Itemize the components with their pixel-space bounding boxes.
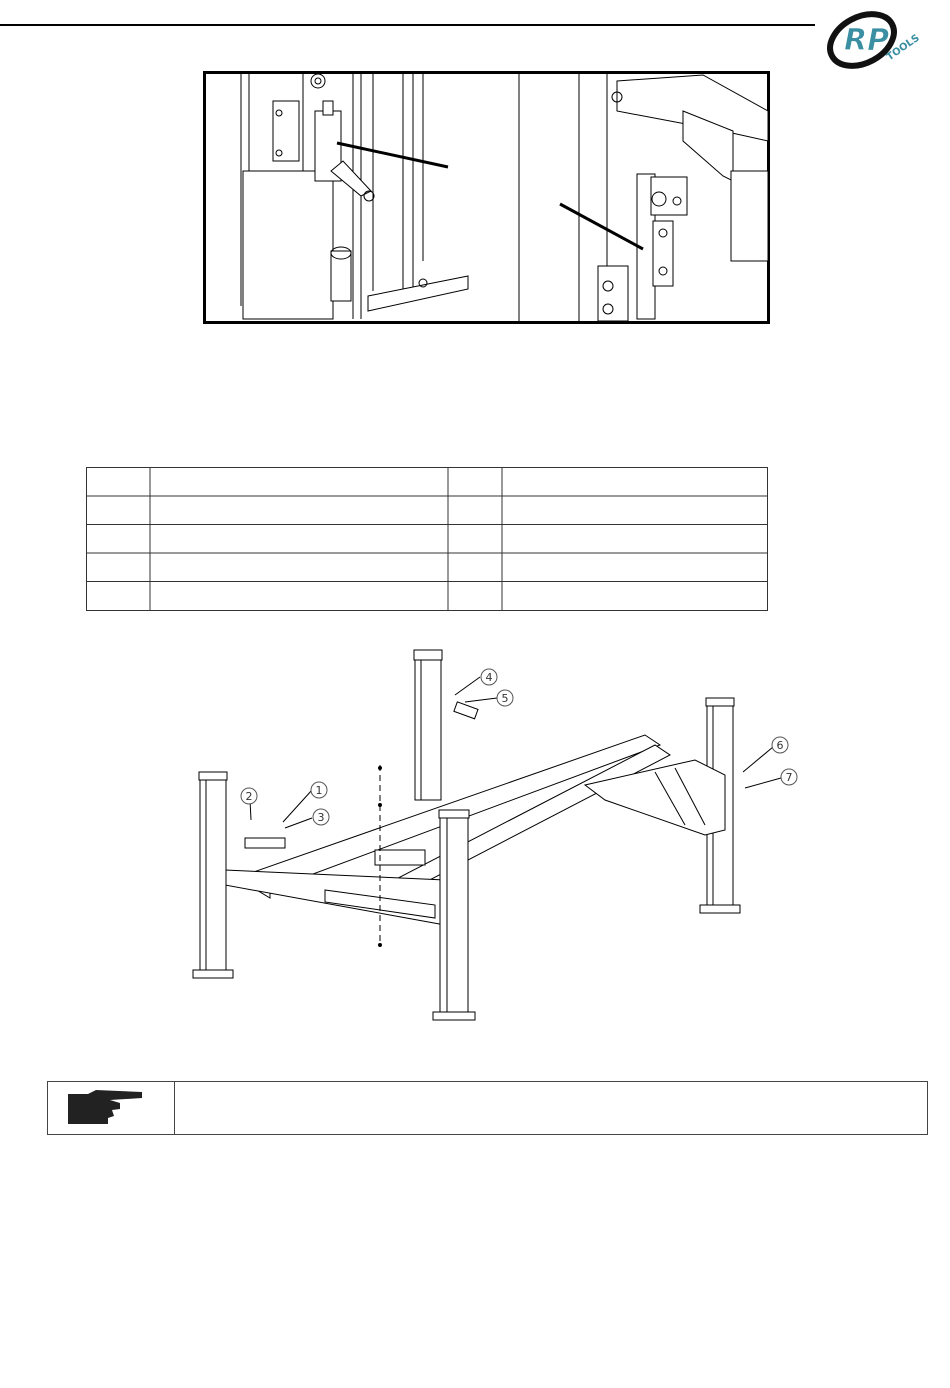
parts-table xyxy=(86,467,768,611)
callout-label-2: 2 xyxy=(245,790,253,803)
logo-main-text: RP xyxy=(844,23,890,58)
callout-label-3: 3 xyxy=(317,811,325,824)
pointing-hand-icon xyxy=(48,1082,174,1134)
callout-label-6: 6 xyxy=(776,739,784,752)
callout-label-1: 1 xyxy=(315,784,323,797)
callout-label-4: 4 xyxy=(485,671,493,684)
rp-tools-logo xyxy=(822,6,922,70)
callout-label-7: 7 xyxy=(785,771,793,784)
note-icon-cell xyxy=(48,1082,175,1134)
header-rule xyxy=(0,24,815,26)
callout-label-5: 5 xyxy=(501,692,509,705)
lift-assembly-drawing xyxy=(185,640,825,1030)
detail-drawing xyxy=(203,71,770,324)
note-box xyxy=(47,1081,928,1135)
logo-sub-text: TOOLS xyxy=(884,32,922,64)
